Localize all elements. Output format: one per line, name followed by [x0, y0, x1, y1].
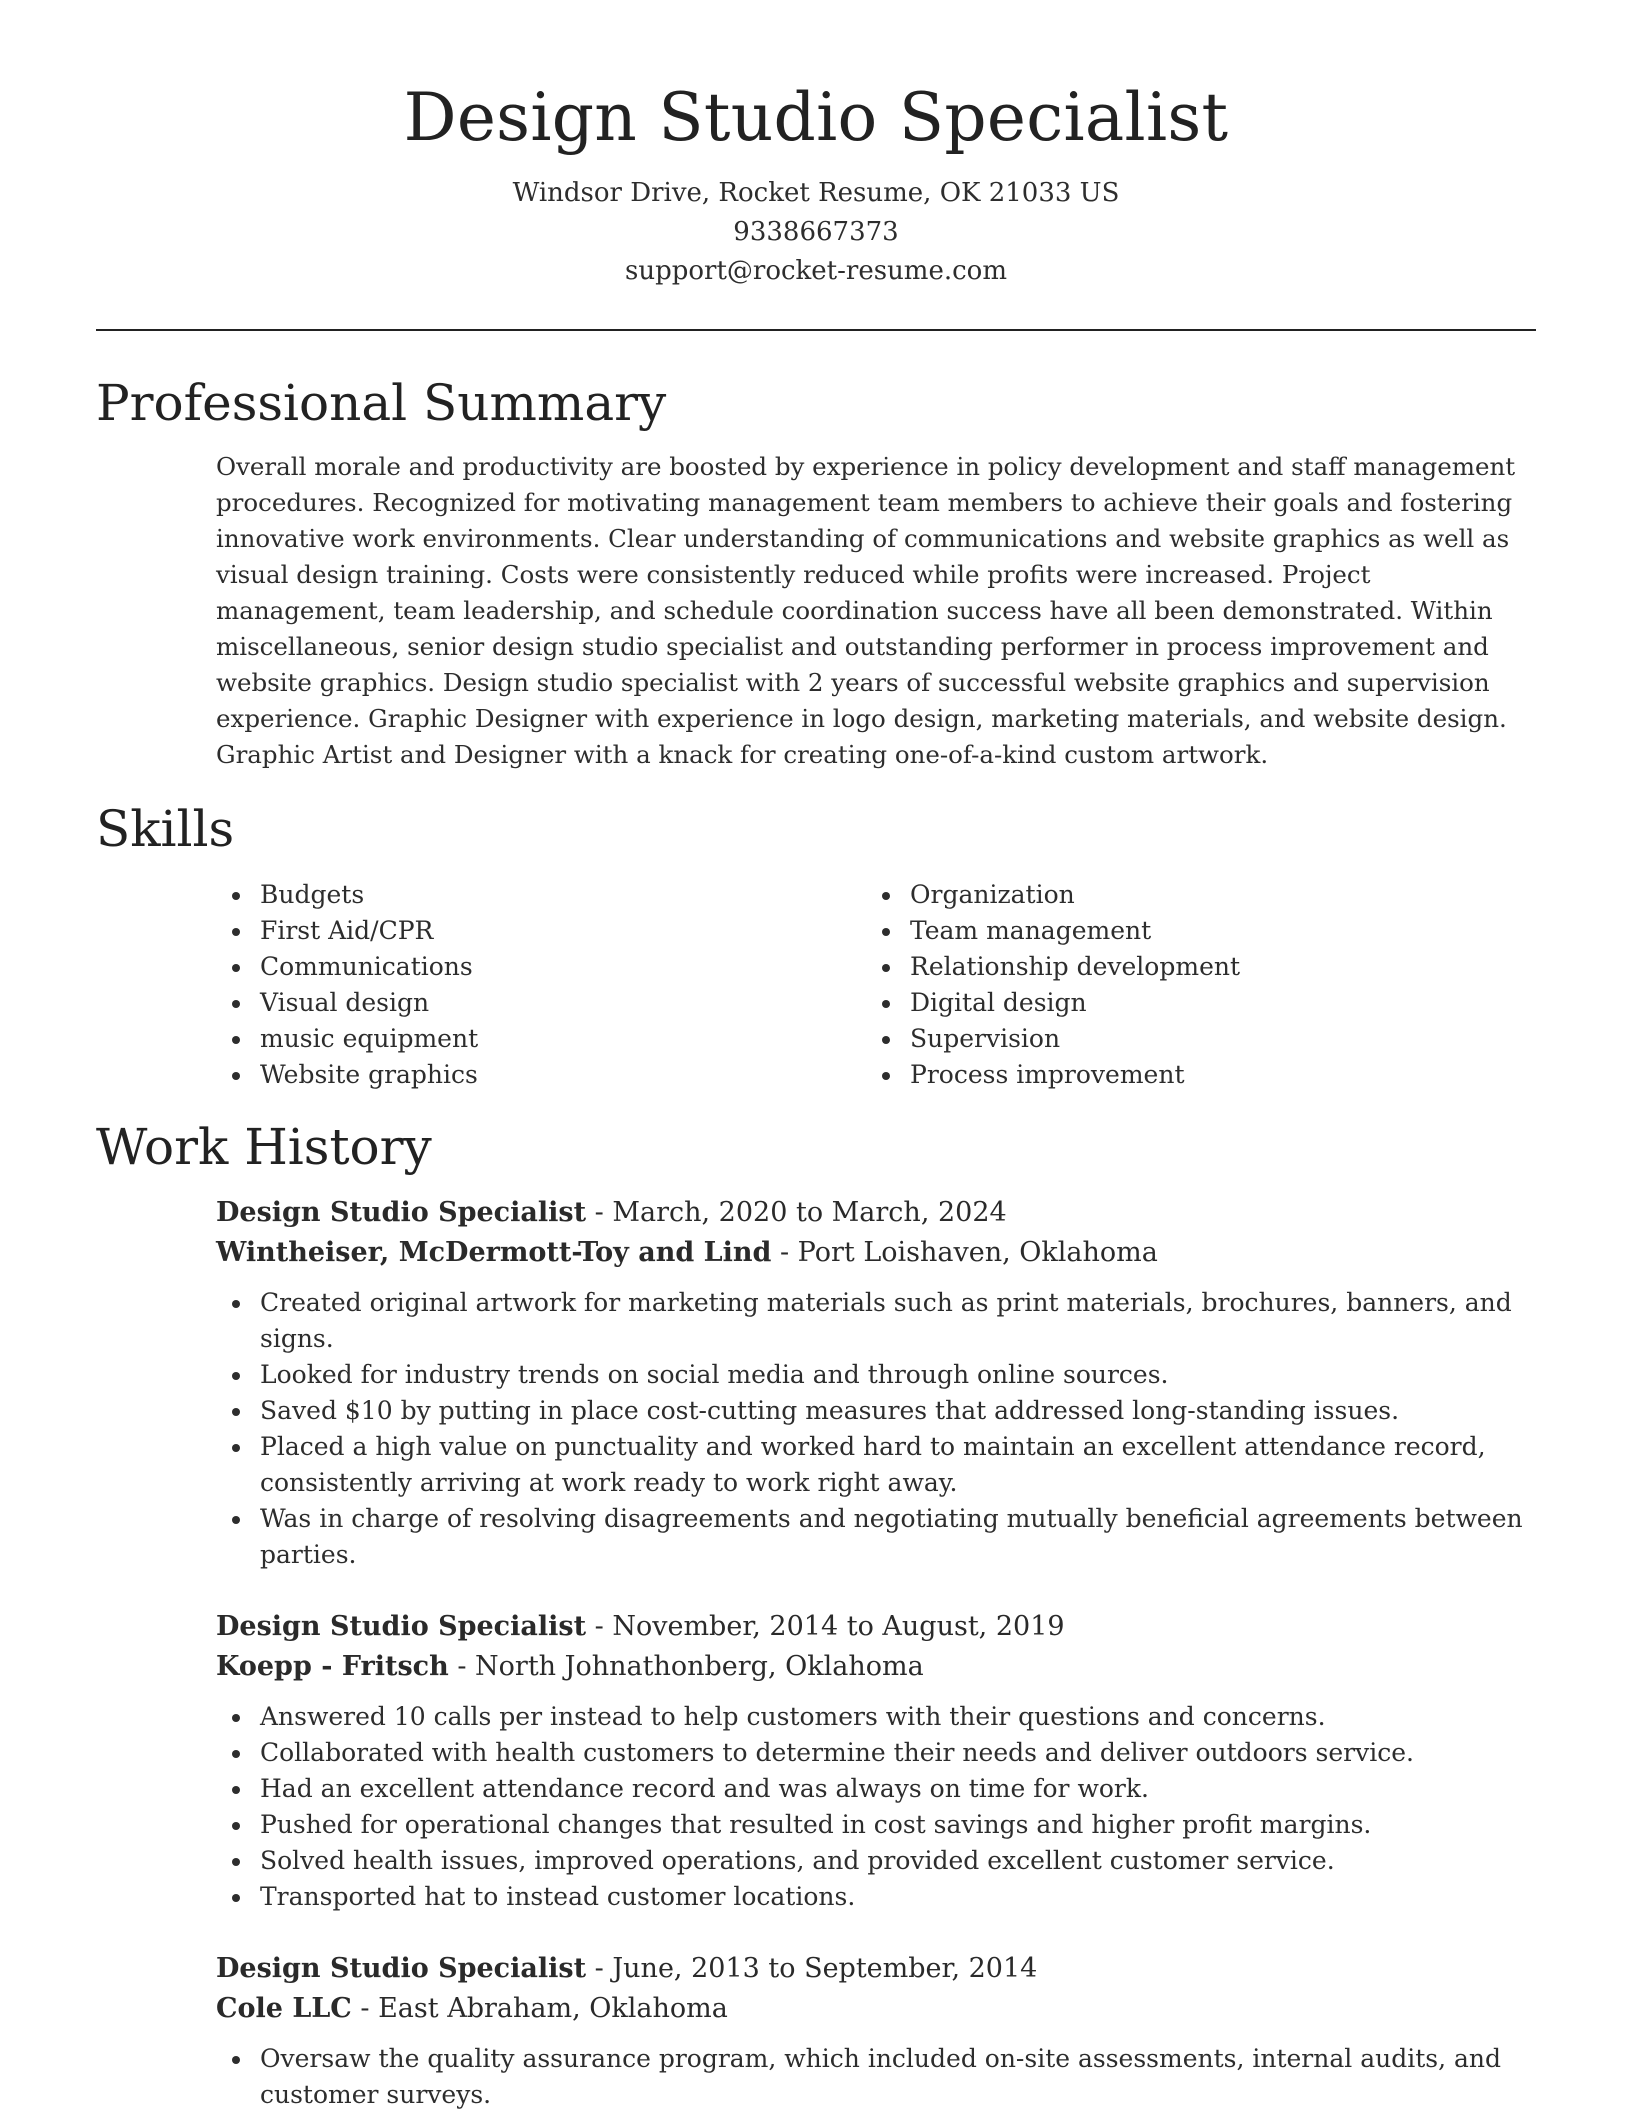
summary-text: Overall morale and productivity are boosted by experience in policy development and staff management procedures. Recognized for motivating management team members to achieve their goals and fostering innovative work environments. Clear understanding of communications and website graphics as well as visual design training. Costs were consistently reduced while profits were increased. Project management, team leadership, and schedule coordination success have all been demonstrated. Within miscellaneous, senior design studio specialist and outstanding performer in process improvement and website graphics. Design studio specialist with 2 years of successful website graphics and supervision experience. Graphic Designer with experience in logo design, marketing materials, and website design. Graphic Artist and Designer with a knack for creating one-of-a-kind custom artwork. [216, 451, 1516, 769]
job-entry [216, 1193, 1536, 1573]
job-entry [216, 1949, 1536, 2112]
job-bullet: Looked for industry trends on social media and through online sources. [216, 1357, 1536, 1393]
skill-item: Process improvement [866, 1057, 1516, 1093]
job-company: Koepp - Fritsch [216, 1650, 449, 1682]
skill-item: Organization [866, 877, 1516, 913]
skills-section [96, 799, 1536, 1093]
skills-grid [216, 877, 1536, 1093]
skill-item: Communications [216, 949, 866, 985]
job-company-line: Wintheiser, McDermott-Toy and Lind - Port Loishaven, Oklahoma [216, 1236, 1158, 1268]
job-title-line: Design Studio Specialist - March, 2020 to March, 2024 [216, 1196, 1007, 1228]
job-company: Wintheiser, McDermott-Toy and Lind [216, 1236, 772, 1268]
job-location: North Johnathonberg, Oklahoma [475, 1650, 924, 1682]
job-dates: November, 2014 to August, 2019 [612, 1610, 1065, 1642]
job-title-line: Design Studio Specialist - November, 2014 to August, 2019 [216, 1610, 1065, 1642]
header-divider [96, 329, 1536, 331]
job-dates: June, 2013 to September, 2014 [612, 1952, 1038, 1984]
skill-item: Digital design [866, 985, 1516, 1021]
skill-item: First Aid/CPR [216, 913, 866, 949]
work-history-section [96, 1117, 1536, 2112]
job-location: Port Loishaven, Oklahoma [797, 1236, 1158, 1268]
contact-email: support@rocket-resume.com [624, 255, 1007, 286]
job-bullet: Saved $10 by putting in place cost-cutting measures that addressed long-standing issues. [216, 1393, 1536, 1429]
job-bullets [216, 2041, 1536, 2112]
section-title-skills: Skills [96, 799, 235, 858]
contact-address: Windsor Drive, Rocket Resume, OK 21033 US [512, 177, 1120, 208]
job-bullet: Oversaw the quality assurance program, which included on-site assessments, internal audits, and customer surveys. [216, 2041, 1536, 2112]
skill-item: Visual design [216, 985, 866, 1021]
skills-column-right [866, 877, 1516, 1093]
skill-item: Team management [866, 913, 1516, 949]
skill-item: Relationship development [866, 949, 1516, 985]
skill-item: Budgets [216, 877, 866, 913]
contact-block [96, 174, 1536, 291]
job-bullets [216, 1699, 1536, 1915]
skill-item: Website graphics [216, 1057, 866, 1093]
professional-summary-section [96, 373, 1536, 773]
resume-name: Design Studio Specialist [403, 79, 1229, 156]
job-bullet: Transported hat to instead customer locations. [216, 1879, 1536, 1915]
job-bullet: Was in charge of resolving disagreements and negotiating mutually beneficial agreements between parties. [216, 1501, 1536, 1573]
job-bullets [216, 1285, 1536, 1573]
job-title: Design Studio Specialist [216, 1196, 587, 1228]
resume-header [96, 0, 1536, 291]
skill-item: Supervision [866, 1021, 1516, 1057]
job-dates: March, 2020 to March, 2024 [612, 1196, 1007, 1228]
job-bullet: Pushed for operational changes that resulted in cost savings and higher profit margins. [216, 1807, 1536, 1843]
job-title: Design Studio Specialist [216, 1952, 587, 1984]
job-company: Cole LLC [216, 1992, 352, 2024]
job-bullet: Collaborated with health customers to determine their needs and deliver outdoors service. [216, 1735, 1536, 1771]
job-bullet: Answered 10 calls per instead to help customers with their questions and concerns. [216, 1699, 1536, 1735]
job-entry [216, 1607, 1536, 1915]
job-bullet: Solved health issues, improved operations, and provided excellent customer service. [216, 1843, 1536, 1879]
section-title-summary: Professional Summary [96, 373, 667, 432]
skill-item: music equipment [216, 1021, 866, 1057]
job-bullet: Had an excellent attendance record and was always on time for work. [216, 1771, 1536, 1807]
job-bullet: Created original artwork for marketing materials such as print materials, brochures, banners, and signs. [216, 1285, 1536, 1357]
job-location: East Abraham, Oklahoma [378, 1992, 728, 2024]
job-title-line: Design Studio Specialist - June, 2013 to September, 2014 [216, 1952, 1038, 1984]
section-title-work: Work History [96, 1117, 432, 1176]
job-company-line: Cole LLC - East Abraham, Oklahoma [216, 1992, 728, 2024]
contact-phone: 9338667373 [733, 216, 899, 247]
job-bullet: Placed a high value on punctuality and worked hard to maintain an excellent attendance record, consistently arriving at work ready to work right away. [216, 1429, 1536, 1501]
job-title: Design Studio Specialist [216, 1610, 587, 1642]
job-company-line: Koepp - Fritsch - North Johnathonberg, Oklahoma [216, 1650, 924, 1682]
skills-column-left [216, 877, 866, 1093]
